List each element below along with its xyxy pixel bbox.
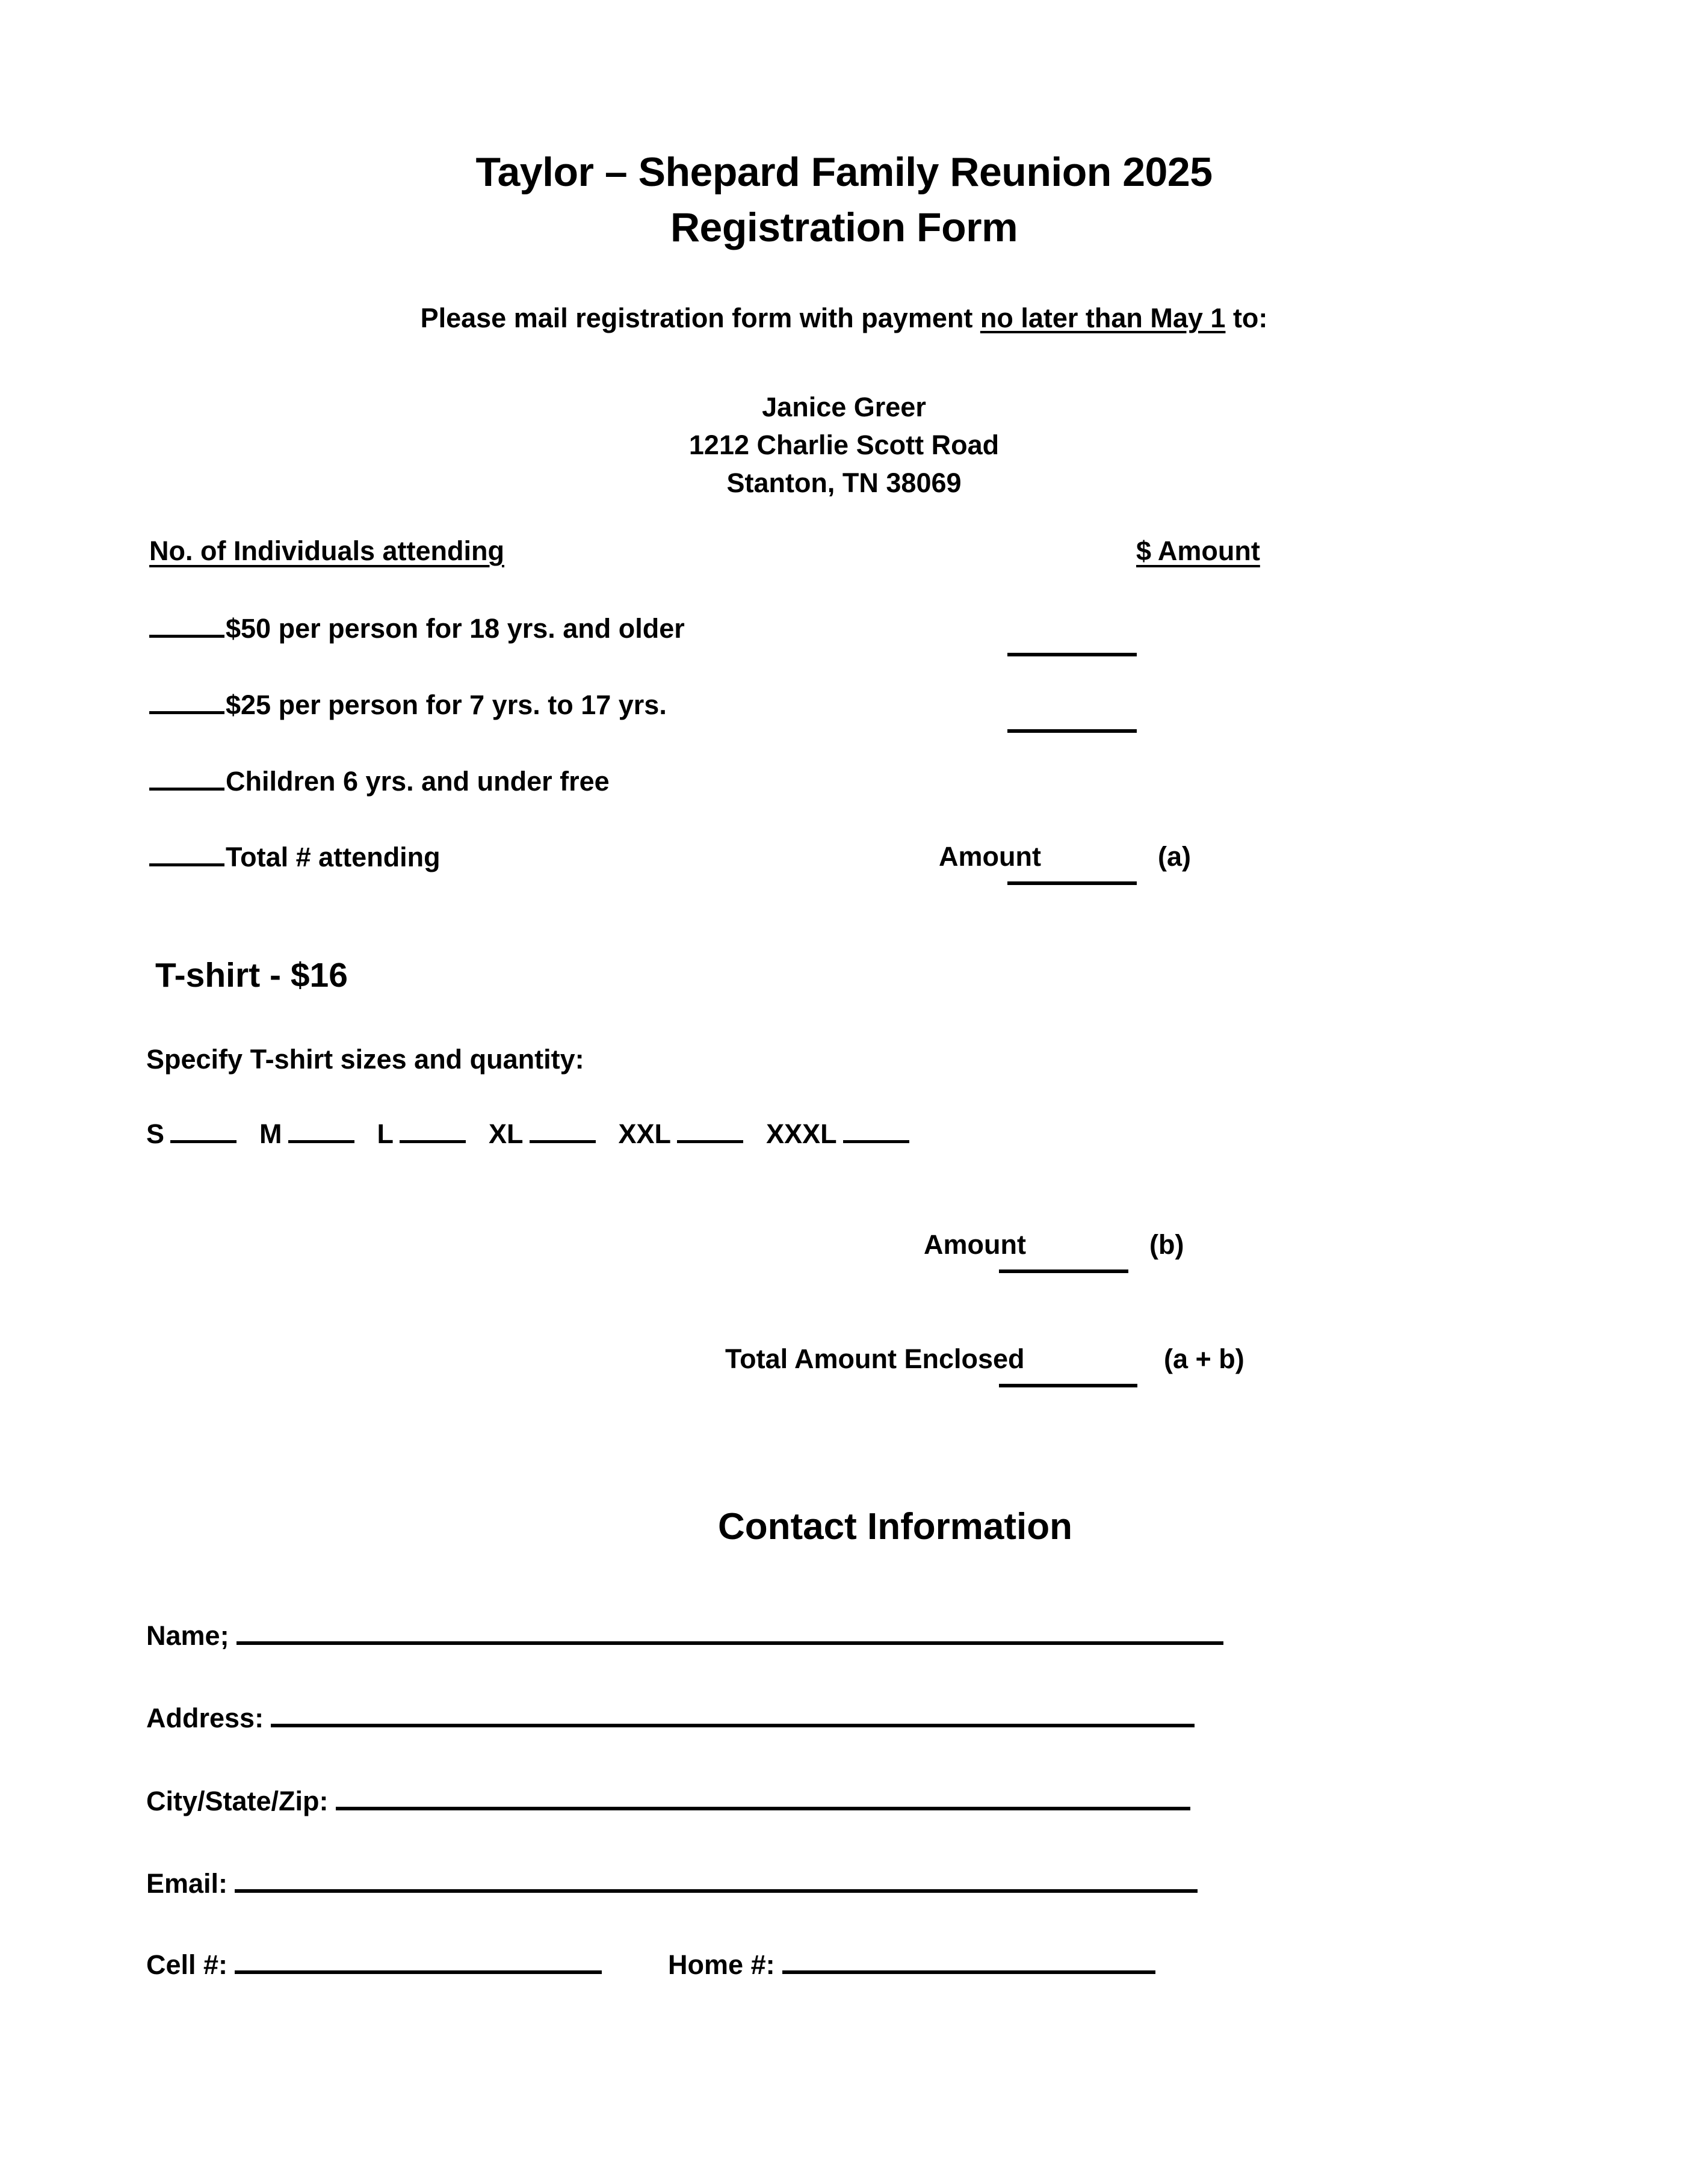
contact-input-home[interactable]: [782, 1949, 1155, 1974]
fee-header-left: No. of Individuals attending: [149, 535, 504, 566]
mail-instruction: [0, 301, 1688, 336]
amount-note-b: (b): [1149, 1229, 1184, 1260]
fee-label-children: Children 6 yrs. and under free: [226, 765, 610, 797]
contact-label-city-state-zip: City/State/Zip:: [146, 1786, 329, 1817]
address-line-name: Janice Greer: [762, 392, 926, 422]
fee-table-header: [149, 535, 1533, 567]
page-title: [0, 144, 1688, 255]
size-label-s: S: [146, 1118, 165, 1149]
size-label-l: L: [377, 1118, 394, 1149]
contact-label-name: Name;: [146, 1620, 229, 1652]
amount-blank-youth[interactable]: [1007, 729, 1137, 733]
contact-field-address: [146, 1703, 1195, 1734]
contact-input-name[interactable]: [237, 1620, 1223, 1645]
fee-row-total-attending: [149, 841, 1533, 873]
mail-instruction-after: to:: [1225, 303, 1268, 333]
fee-label-total-attending: Total # attending: [226, 841, 441, 872]
size-label-xxxl: XXXL: [766, 1118, 837, 1149]
tshirt-heading: T-shirt - $16: [155, 956, 348, 995]
size-qty-blank-m[interactable]: [288, 1118, 354, 1143]
count-blank-adult[interactable]: [149, 612, 224, 638]
size-qty-blank-xl[interactable]: [530, 1118, 596, 1143]
mail-deadline-emphasis: no later than May 1: [980, 303, 1226, 333]
size-label-xl: XL: [489, 1118, 524, 1149]
mail-to-address: [0, 388, 1688, 502]
address-line-street: 1212 Charlie Scott Road: [688, 430, 1000, 460]
total-amount-blank[interactable]: [999, 1384, 1137, 1387]
amount-blank-subtotal-a[interactable]: [1007, 881, 1137, 885]
contact-label-address: Address:: [146, 1703, 264, 1734]
amount-blank-subtotal-b[interactable]: [999, 1269, 1128, 1273]
count-blank-children[interactable]: [149, 765, 224, 791]
contact-input-city-state-zip[interactable]: [336, 1786, 1190, 1810]
contact-label-home: Home #:: [668, 1949, 775, 1981]
contact-field-city-state-zip: [146, 1786, 1190, 1817]
total-amount-label: Total Amount Enclosed: [725, 1343, 1025, 1374]
address-line-city-state-zip: Stanton, TN 38069: [726, 467, 962, 498]
count-blank-total[interactable]: [149, 841, 224, 866]
contact-field-email: [146, 1868, 1198, 1899]
contact-section-heading: Contact Information: [718, 1506, 1072, 1547]
title-line-2: Registration Form: [670, 205, 1018, 250]
contact-input-email[interactable]: [235, 1868, 1198, 1893]
mail-instruction-before: Please mail registration form with payment: [420, 303, 980, 333]
amount-blank-adult[interactable]: [1007, 653, 1137, 656]
fee-row-children: [149, 765, 1533, 797]
contact-label-email: Email:: [146, 1868, 228, 1899]
title-line-1: Taylor – Shepard Family Reunion 2025: [475, 149, 1213, 195]
fee-label-adult: $50 per person for 18 yrs. and older: [226, 612, 685, 644]
size-qty-blank-s[interactable]: [170, 1118, 237, 1143]
fee-row-adult: [149, 612, 1533, 644]
contact-field-name: [146, 1620, 1223, 1652]
size-label-m: M: [259, 1118, 282, 1149]
contact-input-address[interactable]: [271, 1703, 1195, 1727]
amount-label-b: Amount: [924, 1229, 1026, 1260]
fee-label-youth: $25 per person for 7 yrs. to 17 yrs.: [226, 689, 667, 720]
contact-label-cell: Cell #:: [146, 1949, 228, 1981]
tshirt-specify-label: Specify T-shirt sizes and quantity:: [146, 1044, 584, 1075]
amount-note-a: (a): [1158, 841, 1191, 872]
contact-input-cell[interactable]: [235, 1949, 602, 1974]
contact-field-phones: [146, 1949, 1155, 1981]
fee-header-right: $ Amount: [1136, 535, 1260, 566]
tshirt-sizes-row: [146, 1118, 932, 1150]
size-label-xxl: XXL: [618, 1118, 672, 1149]
size-qty-blank-l[interactable]: [400, 1118, 466, 1143]
size-qty-blank-xxxl[interactable]: [843, 1118, 909, 1143]
size-qty-blank-xxl[interactable]: [677, 1118, 743, 1143]
total-amount-note: (a + b): [1164, 1343, 1244, 1374]
fee-row-youth: [149, 689, 1533, 721]
count-blank-youth[interactable]: [149, 689, 224, 714]
amount-label-a: Amount: [939, 841, 1041, 872]
